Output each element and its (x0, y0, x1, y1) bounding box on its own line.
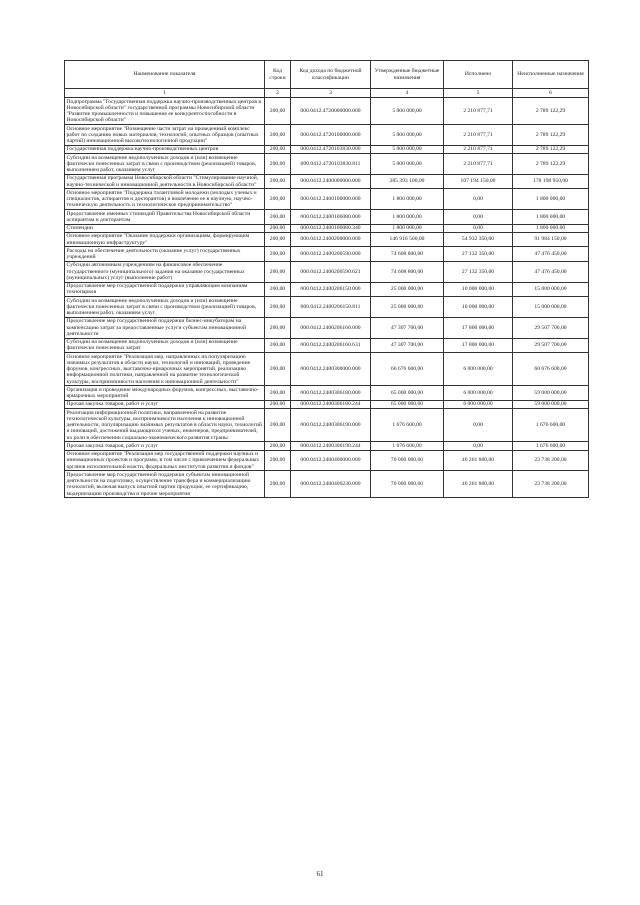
indicator-name-cell: Расходы на обеспечение деятельности (оказание услуг) государственных учреждений (65, 247, 265, 262)
executed-amount-cell: 17 800 000,00 (444, 338, 513, 353)
line-code-cell: 200,00 (265, 189, 291, 210)
line-code-cell: 200,00 (265, 145, 291, 153)
line-code-cell: 200,00 (265, 317, 291, 338)
approved-amount-cell: 70 000 000,00 (371, 450, 444, 471)
column-number: 5 (444, 89, 513, 98)
column-number: 3 (291, 89, 371, 98)
executed-amount-cell: 2 210 877,71 (444, 145, 513, 153)
column-number: 1 (65, 89, 265, 98)
table-row (65, 353, 589, 386)
income-code-cell: 000.0412.2400206160.631 (291, 338, 371, 353)
column-number: 2 (265, 89, 291, 98)
income-code-cell: 000.0412.4720103830.000 (291, 145, 371, 153)
header-line-code: Код строки (265, 61, 291, 89)
indicator-name-cell: Прочая закупка товаров, работ и услуг (65, 442, 265, 450)
unexecuted-amount-cell: 47 476 450,00 (513, 247, 589, 262)
indicator-name-cell: Предоставление именных стипендий Правительства Новосибирской области аспирантам и докторантам (65, 210, 265, 225)
approved-amount-cell: 1 800 000,00 (371, 224, 444, 232)
income-code-cell: 000.0412.2400106080.340 (291, 224, 371, 232)
approved-amount-cell: 5 000 000,00 (371, 145, 444, 153)
indicator-name-cell: Основное мероприятие "Реализация мер государственной поддержки научных и инновационных проектов и программ, в том числе с привлечением федеральных органов исполнительной власти, федеральных институтов развития и фондов" (65, 450, 265, 471)
table-row (65, 98, 589, 125)
unexecuted-amount-cell: 59 000 000,00 (513, 386, 589, 401)
unexecuted-amount-cell: 1 676 600,00 (513, 442, 589, 450)
header-approved: Утвержденные бюджетные назначения (371, 61, 444, 89)
income-code-cell: 000.0412.2400306180.000 (291, 386, 371, 401)
indicator-name-cell: Основное мероприятие "Возмещение части затрат на проведенный комплекс работ по созданию новых материалов, технологий, опытных образцов (опытных партий) инновационной высокотехнологичной продукции" (65, 125, 265, 146)
line-code-cell: 200,00 (265, 442, 291, 450)
table-row (65, 154, 589, 175)
line-code-cell: 200,00 (265, 386, 291, 401)
table-row (65, 232, 589, 247)
income-code-cell: 000.0412.2400400000.000 (291, 450, 371, 471)
indicator-name-cell: Предоставление мер государственной поддержки управляющим компаниям технопарков (65, 282, 265, 297)
unexecuted-amount-cell: 1 800 000,00 (513, 189, 589, 210)
unexecuted-amount-cell: 1 800 000,00 (513, 224, 589, 232)
line-code-cell: 200,00 (265, 154, 291, 175)
unexecuted-amount-cell: 29 507 700,00 (513, 338, 589, 353)
unexecuted-amount-cell: 15 000 000,00 (513, 297, 589, 318)
unexecuted-amount-cell: 59 000 000,00 (513, 400, 589, 408)
approved-amount-cell: 74 608 800,00 (371, 261, 444, 282)
approved-amount-cell: 285 393 100,00 (371, 174, 444, 189)
unexecuted-amount-cell: 1 800 000,00 (513, 210, 589, 225)
table-row (65, 282, 589, 297)
unexecuted-amount-cell: 47 476 450,00 (513, 261, 589, 282)
header-indicator-name: Наименование показателя (65, 61, 265, 89)
table-row (65, 145, 589, 153)
executed-amount-cell: 46 261 800,00 (444, 450, 513, 471)
line-code-cell: 200,00 (265, 471, 291, 498)
table-row (65, 210, 589, 225)
executed-amount-cell: 10 000 000,00 (444, 297, 513, 318)
unexecuted-amount-cell: 1 676 600,00 (513, 409, 589, 442)
line-code-cell: 200,00 (265, 338, 291, 353)
table-row (65, 189, 589, 210)
line-code-cell: 200,00 (265, 261, 291, 282)
approved-amount-cell: 74 608 800,00 (371, 247, 444, 262)
unexecuted-amount-cell: 15 000 000,00 (513, 282, 589, 297)
header-executed: Исполнено (444, 61, 513, 89)
unexecuted-amount-cell: 60 676 600,00 (513, 353, 589, 386)
executed-amount-cell: 107 194 150,00 (444, 174, 513, 189)
executed-amount-cell: 2 210 877,71 (444, 154, 513, 175)
executed-amount-cell: 2 210 877,71 (444, 125, 513, 146)
indicator-name-cell: Стипендии (65, 224, 265, 232)
approved-amount-cell: 1 800 000,00 (371, 189, 444, 210)
unexecuted-amount-cell: 23 738 200,00 (513, 471, 589, 498)
indicator-name-cell: Основное мероприятие "Поддержка талантливой молодежи (молодых ученых и специалистов, аспирантов и докторантов) и вовлечение ее в научную, научно-техническую деятельность и технологическое предпринимательство" (65, 189, 265, 210)
executed-amount-cell: 27 132 350,00 (444, 261, 513, 282)
approved-amount-cell: 1 676 600,00 (371, 409, 444, 442)
line-code-cell: 200,00 (265, 297, 291, 318)
line-code-cell: 200,00 (265, 400, 291, 408)
table-row (65, 409, 589, 442)
header-unexecuted: Неисполненные назначения (513, 61, 589, 89)
approved-amount-cell: 1 800 000,00 (371, 210, 444, 225)
executed-amount-cell: 2 210 877,71 (444, 98, 513, 125)
income-code-cell: 000.0412.2400206160.000 (291, 317, 371, 338)
income-code-cell: 000.0412.2400300000.000 (291, 353, 371, 386)
approved-amount-cell: 65 000 000,00 (371, 400, 444, 408)
income-code-cell: 000.0412.2400306190.000 (291, 409, 371, 442)
indicator-name-cell: Субсидии на возмещение недополученных доходов и (или) возмещение фактически понесенных затрат в связи с производством (реализацией) товаров, выполнением работ, оказанием услуг (65, 154, 265, 175)
indicator-name-cell: Государственная поддержка научно-производственных центров (65, 145, 265, 153)
table-row (65, 400, 589, 408)
unexecuted-amount-cell: 2 789 122,29 (513, 154, 589, 175)
table-row (65, 450, 589, 471)
approved-amount-cell: 5 000 000,00 (371, 125, 444, 146)
unexecuted-amount-cell: 2 789 122,29 (513, 125, 589, 146)
approved-amount-cell: 65 000 000,00 (371, 386, 444, 401)
table-header-row (65, 61, 589, 89)
column-number: 4 (371, 89, 444, 98)
income-code-cell: 000.0412.2400200590.621 (291, 261, 371, 282)
executed-amount-cell: 46 261 800,00 (444, 471, 513, 498)
table-row (65, 442, 589, 450)
line-code-cell: 200,00 (265, 247, 291, 262)
executed-amount-cell: 6 000 000,00 (444, 400, 513, 408)
indicator-name-cell: Предоставление мер государственной поддержки субъектам инновационной деятельности на подготовку, осуществление трансфера и коммерциализацию технологий, включая выпуск опытной партии продукции, ее сертификацию, модернизацию производства и прочие мероприятия (65, 471, 265, 498)
executed-amount-cell: 27 132 350,00 (444, 247, 513, 262)
executed-amount-cell: 6 000 000,00 (444, 353, 513, 386)
approved-amount-cell: 25 000 000,00 (371, 297, 444, 318)
indicator-name-cell: Государственная программа Новосибирской области "Стимулирование научной, научно-технической и инновационной деятельности в Новосибирской области" (65, 174, 265, 189)
executed-amount-cell: 0,00 (444, 442, 513, 450)
indicator-name-cell: Субсидии на возмещение недополученных доходов и (или) возмещение фактически понесенных затрат (65, 338, 265, 353)
executed-amount-cell: 0,00 (444, 409, 513, 442)
income-code-cell: 000.0412.4720100000.000 (291, 125, 371, 146)
approved-amount-cell: 66 676 600,00 (371, 353, 444, 386)
unexecuted-amount-cell: 2 789 122,29 (513, 145, 589, 153)
approved-amount-cell: 5 000 000,00 (371, 98, 444, 125)
income-code-cell: 000.0412.2400200590.000 (291, 247, 371, 262)
line-code-cell: 200,00 (265, 282, 291, 297)
table-row (65, 297, 589, 318)
table-row (65, 338, 589, 353)
income-code-cell: 000.0412.2400100000.000 (291, 189, 371, 210)
unexecuted-amount-cell: 91 984 150,00 (513, 232, 589, 247)
indicator-name-cell: Основное мероприятие "Оказание поддержки организациям, формирующим инновационную инфраструктуру" (65, 232, 265, 247)
approved-amount-cell: 25 000 000,00 (371, 282, 444, 297)
executed-amount-cell: 17 800 000,00 (444, 317, 513, 338)
line-code-cell: 200,00 (265, 174, 291, 189)
indicator-name-cell: Предоставление мер государственной поддержки бизнес-инкубаторам на компенсацию затрат за предоставленные услуги субъектам инновационной деятельности (65, 317, 265, 338)
approved-amount-cell: 47 307 700,00 (371, 338, 444, 353)
approved-amount-cell: 1 676 600,00 (371, 442, 444, 450)
executed-amount-cell: 10 000 000,00 (444, 282, 513, 297)
income-code-cell: 000.0412.2400200000.000 (291, 232, 371, 247)
line-code-cell: 200,00 (265, 224, 291, 232)
unexecuted-amount-cell: 23 738 200,00 (513, 450, 589, 471)
line-code-cell: 200,00 (265, 210, 291, 225)
income-code-cell: 000.0412.2400306190.244 (291, 442, 371, 450)
table-body (65, 98, 589, 498)
unexecuted-amount-cell: 2 789 122,29 (513, 98, 589, 125)
income-code-cell: 000.0412.2400306180.244 (291, 400, 371, 408)
approved-amount-cell: 146 916 500,00 (371, 232, 444, 247)
budget-execution-table (64, 60, 589, 498)
indicator-name-cell: Подпрограмма "Государственная поддержка научно-производственных центров в Новосибирской области" государственной программы Новосибирской области "Развитие промышленности и повышение ее конкурентоспособности в Новосибирской области" (65, 98, 265, 125)
executed-amount-cell: 0,00 (444, 189, 513, 210)
income-code-cell: 000.0412.2400206150.811 (291, 297, 371, 318)
indicator-name-cell: Основное мероприятие "Реализация мер, направленных на популяризацию значимых результатов в области науки, технологий и инноваций, проведение форумов, конгрессных, выставочно-ярмарочных мероприятий, реализацию информационной политики, направленной на развитие технологической культуры, восприимчивости населения к инновационной деятельности" (65, 353, 265, 386)
table-row (65, 224, 589, 232)
indicator-name-cell: Реализация информационной политики, направленной на развитие технологической культуры, восприимчивости населения к инновационной деятельности, популяризацию значимых результатов в области науки, технологий и инноваций, достижений выдающихся ученых, инженеров, предпринимателей, их роли в обеспечении социально-экономического развития страны (65, 409, 265, 442)
executed-amount-cell: 0,00 (444, 224, 513, 232)
indicator-name-cell: Организация и проведение международных форумов, конгрессных, выставочно-ярмарочных мероприятий (65, 386, 265, 401)
indicator-name-cell: Субсидии автономным учреждениям на финансовое обеспечение государственного (муниципального) задания на оказание государственных (муниципальных) услуг (выполнение работ) (65, 261, 265, 282)
income-code-cell: 000.0412.2400106080.000 (291, 210, 371, 225)
income-code-cell: 000.0412.4720103830.811 (291, 154, 371, 175)
approved-amount-cell: 5 000 000,00 (371, 154, 444, 175)
indicator-name-cell: Прочая закупка товаров, работ и услуг (65, 400, 265, 408)
executed-amount-cell: 54 932 350,00 (444, 232, 513, 247)
income-code-cell: 000.0412.2400000000.000 (291, 174, 371, 189)
line-code-cell: 200,00 (265, 409, 291, 442)
income-code-cell: 000.0412.4720000000.000 (291, 98, 371, 125)
table-row (65, 386, 589, 401)
executed-amount-cell: 6 000 000,00 (444, 386, 513, 401)
income-code-cell: 000.0412.2400206150.000 (291, 282, 371, 297)
approved-amount-cell: 70 000 000,00 (371, 471, 444, 498)
table-row (65, 471, 589, 498)
line-code-cell: 200,00 (265, 353, 291, 386)
column-number: 6 (513, 89, 589, 98)
header-income-code: Код дохода по бюджетной классификации (291, 61, 371, 89)
indicator-name-cell: Субсидии на возмещение недополученных доходов и (или) возмещение фактически понесенных затрат в связи с производством (реализацией) товаров, выполнением работ, оказанием услуг (65, 297, 265, 318)
unexecuted-amount-cell: 29 507 700,00 (513, 317, 589, 338)
unexecuted-amount-cell: 178 198 950,00 (513, 174, 589, 189)
approved-amount-cell: 47 307 700,00 (371, 317, 444, 338)
line-code-cell: 200,00 (265, 232, 291, 247)
table-row (65, 261, 589, 282)
income-code-cell: 000.0412.2400406230.000 (291, 471, 371, 498)
line-code-cell: 200,00 (265, 125, 291, 146)
page-number: 61 (316, 870, 324, 878)
column-number-row (65, 89, 589, 98)
table-row (65, 317, 589, 338)
table-row (65, 247, 589, 262)
executed-amount-cell: 0,00 (444, 210, 513, 225)
table-row (65, 125, 589, 146)
line-code-cell: 200,00 (265, 450, 291, 471)
line-code-cell: 200,00 (265, 98, 291, 125)
table-row (65, 174, 589, 189)
